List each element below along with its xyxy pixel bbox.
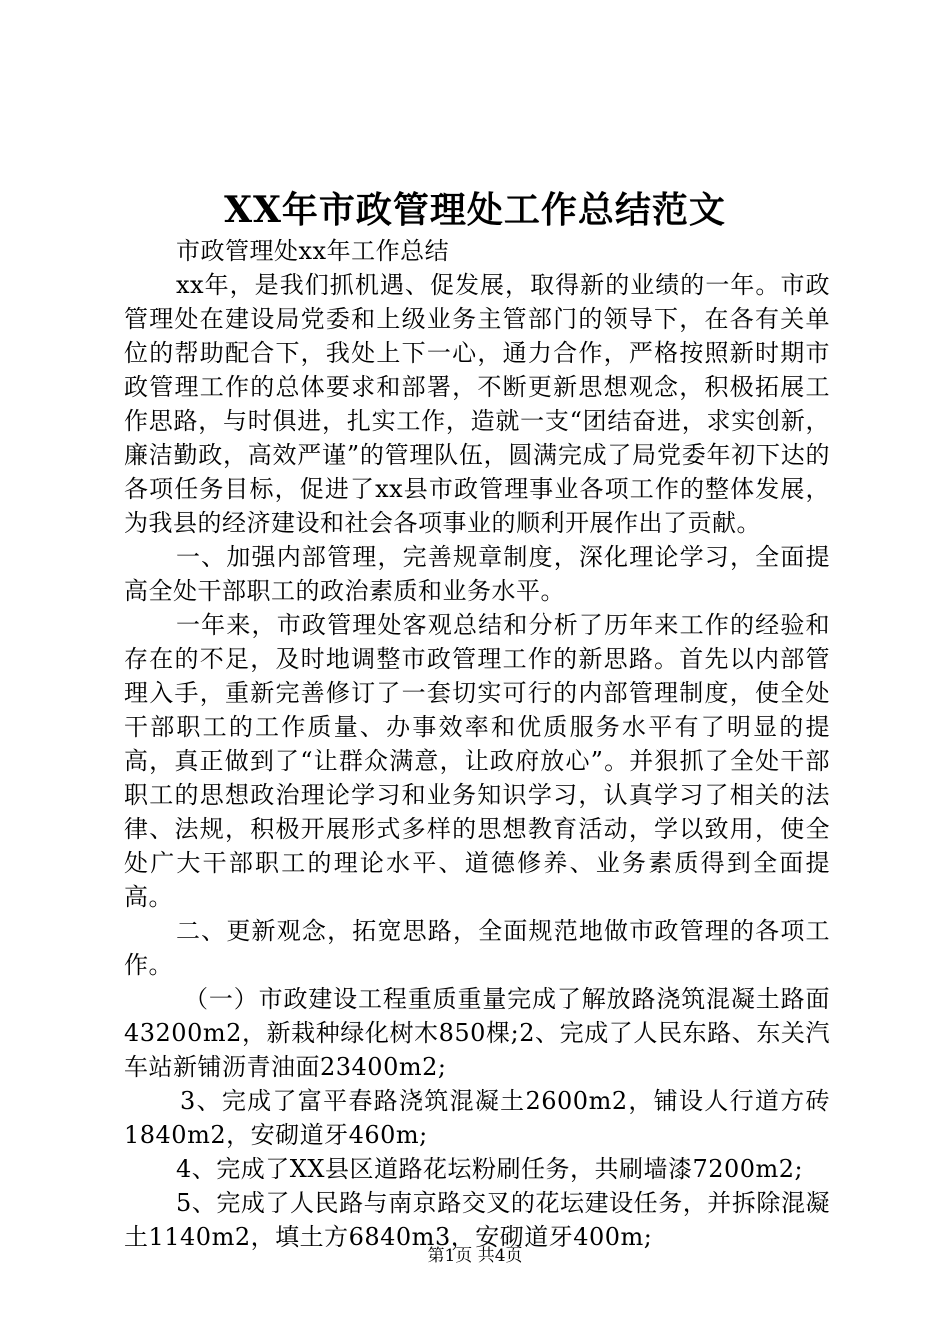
section-heading-2: 二、更新观念，拓宽思路，全面规范地做市政管理的各项工作。 [124,917,830,979]
list-item-1: （一）市政建设工程重质重量完成了解放路浇筑混凝土路面43200m2，新栽种绿化树木850棵;2、完成了人民东路、东关汽车站新铺沥青油面23400m2; [124,985,830,1081]
section-1-paragraph: 一年来，市政管理处客观总结和分析了历年来工作的经验和存在的不足，及时地调整市政管理工作的新思路。首先以内部管理入手，重新完善修订了一套切实可行的内部管理制度，使全处干部职工的工作质量、办事效率和优质服务水平有了明显的提高，真正做到了“让群众满意，让政府放心”。并狠抓了全处干部职工的思想政治理论学习和业务知识学习，认真学习了相关的法律、法规，积极开展形式多样的思想教育活动，学以致用，使全处广大干部职工的理论水平、道德修养、业务素质得到全面提高。 [124,611,830,911]
document-title: XX年市政管理处工作总结范文 [224,189,726,231]
document-body [124,234,830,1254]
intro-paragraph: xx年，是我们抓机遇、促发展，取得新的业绩的一年。市政管理处在建设局党委和上级业务主管部门的领导下，在各有关单位的帮助配合下，我处上下一心，通力合作，严格按照新时期市政管理工作的总体要求和部署，不断更新思想观念，积极拓展工作思路，与时俱进，扎实工作，造就一支“团结奋进，求实创新，廉洁勤政，高效严谨”的管理队伍，圆满完成了局党委年初下达的各项任务目标，促进了xx县市政管理事业各项工作的整体发展，为我县的经济建设和社会各项事业的顺利开展作出了贡献。 [124,271,830,537]
list-item-5: 5、完成了人民路与南京路交叉的花坛建设任务，并拆除混凝土1140m2，填土方6840m3，安砌道牙400m; [124,1189,830,1251]
subtitle-paragraph: 市政管理处xx年工作总结 [176,237,450,265]
section-heading-1: 一、加强内部管理，完善规章制度，深化理论学习，全面提高全处干部职工的政治素质和业务水平。 [124,543,830,605]
list-item-3: 3、完成了富平春路浇筑混凝土2600m2，铺设人行道方砖1840m2，安砌道牙460m; [124,1087,830,1149]
list-item-4: 4、完成了XX县区道路花坛粉刷任务，共刷墙漆7200m2; [176,1155,804,1183]
page-number: 第1页 共4页 [427,1246,523,1266]
